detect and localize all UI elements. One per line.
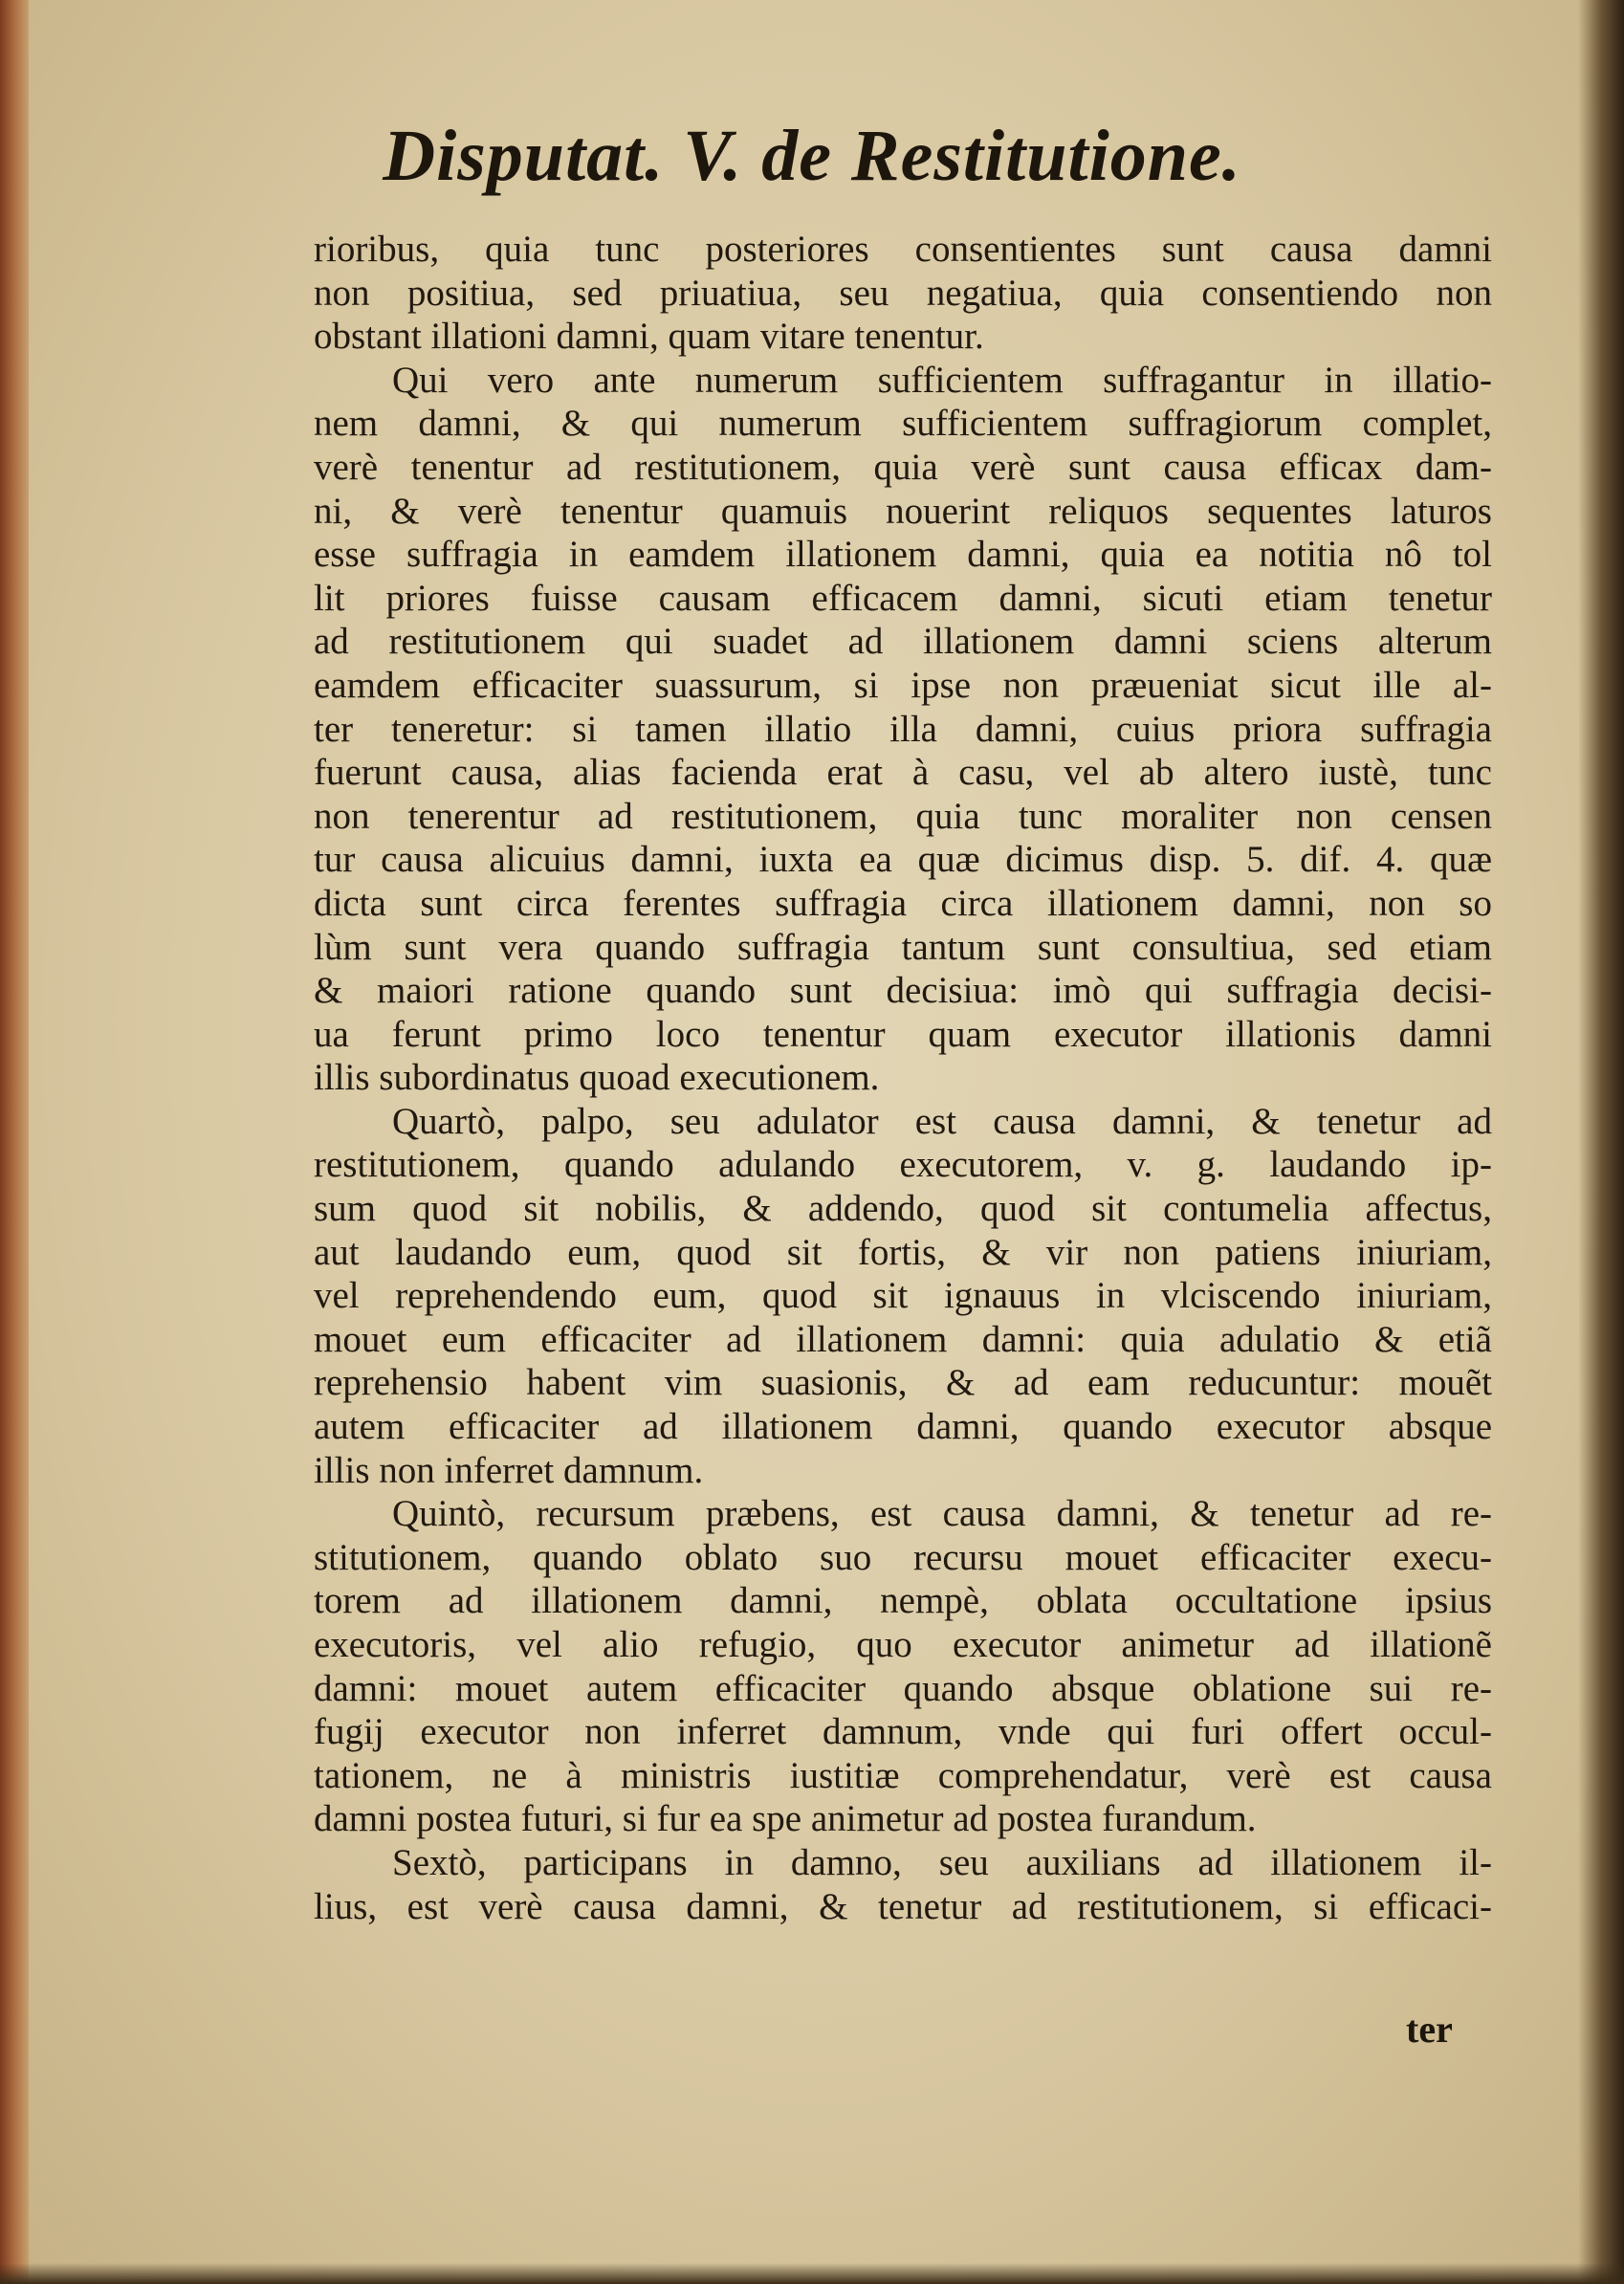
bottom-edge-shadow xyxy=(0,2263,1624,2284)
text-line: autem efficaciter ad illationem damni, quando executor absque xyxy=(314,1406,1492,1448)
text-line: obstant illationi damni, quam vitare tenentur. xyxy=(314,316,984,358)
text-line: vel reprehendendo eum, quod sit ignauus in vlciscendo iniuriam, xyxy=(314,1275,1492,1317)
text-line: Quartò, palpo, seu adulator est causa damni, & tenetur ad xyxy=(392,1100,1492,1142)
text-line: executoris, vel alio refugio, quo executor animetur ad illationẽ xyxy=(314,1624,1492,1665)
body-text xyxy=(314,228,1492,1928)
text-line: Qui vero ante numerum sufficientem suffragantur in illatio- xyxy=(392,359,1492,401)
text-line: dicta sunt circa ferentes suffragia circa illationem damni, non so xyxy=(314,882,1492,924)
text-line: damni: mouet autem efficaciter quando absque oblatione sui re- xyxy=(314,1667,1492,1709)
text-line: verè tenentur ad restitutionem, quia verè sunt causa efficax dam- xyxy=(314,446,1492,488)
text-line: non tenerentur ad restitutionem, quia tunc moraliter non censen xyxy=(314,795,1492,837)
text-line: restitutionem, quando adulando executorem, v. g. laudando ip- xyxy=(314,1144,1492,1186)
text-line: Quintò, recursum præbens, est causa damni, & tenetur ad re- xyxy=(392,1493,1492,1535)
text-line: nem damni, & qui numerum sufficientem suffragiorum complet, xyxy=(314,403,1492,445)
text-line: tationem, ne à ministris iustitiæ comprehendatur, verè est causa xyxy=(314,1754,1492,1796)
text-line: lius, est verè causa damni, & tenetur ad restitutionem, si efficaci- xyxy=(314,1885,1492,1927)
text-line: illis subordinatus quoad executionem. xyxy=(314,1057,880,1099)
catchword: ter xyxy=(1406,2008,1453,2051)
text-line: mouet eum efficaciter ad illationem damni: quia adulatio & etiã xyxy=(314,1318,1492,1360)
binding-edge xyxy=(0,0,29,2284)
text-line: ni, & verè tenentur quamuis nouerint reliquos sequentes laturos xyxy=(314,490,1492,532)
text-line: fugij executor non inferret damnum, vnde qui furi offert occul- xyxy=(314,1711,1492,1753)
text-line: non positiua, sed priuatiua, seu negatiua, quia consentiendo non xyxy=(314,272,1492,314)
text-line: ua ferunt primo loco tenentur quam executor illationis damni xyxy=(314,1013,1492,1055)
text-line: Sextò, participans in damno, seu auxilians ad illationem il- xyxy=(392,1841,1492,1883)
text-line: rioribus, quia tunc posteriores consentientes sunt causa damni xyxy=(314,229,1492,270)
text-line: tur causa alicuius damni, iuxta ea quæ dicimus disp. 5. dif. 4. quæ xyxy=(314,839,1492,881)
text-line: ter teneretur: si tamen illatio illa damni, cuius priora suffragia xyxy=(314,708,1492,750)
page-edge-shadow xyxy=(1578,0,1624,2284)
text-line: lùm sunt vera quando suffragia tantum sunt consultiua, sed etiam xyxy=(314,926,1492,968)
text-line: & maiori ratione quando sunt decisiua: imò qui suffragia decisi- xyxy=(314,970,1492,1012)
text-line: fuerunt causa, alias facienda erat à casu, vel ab altero iustè, tunc xyxy=(314,752,1492,794)
text-line: stitutionem, quando oblato suo recursu mouet efficaciter execu- xyxy=(314,1536,1492,1578)
text-line: reprehensio habent vim suasionis, & ad eam reducuntur: mouẽt xyxy=(314,1362,1492,1404)
text-line: eamdem efficaciter suassurum, si ipse non præueniat sicut ille al- xyxy=(314,664,1492,706)
text-line: sum quod sit nobilis, & addendo, quod sit contumelia affectus, xyxy=(314,1188,1492,1230)
text-line: esse suffragia in eamdem illationem damni, quia ea notitia nô tol xyxy=(314,534,1492,576)
text-line: illis non inferret damnum. xyxy=(314,1449,704,1491)
text-line: ad restitutionem qui suadet ad illationem damni sciens alterum xyxy=(314,621,1492,663)
text-line: aut laudando eum, quod sit fortis, & vir non patiens iniuriam, xyxy=(314,1231,1492,1273)
text-line: damni postea futuri, si fur ea spe animetur ad postea furandum. xyxy=(314,1798,1257,1840)
text-line: lit priores fuisse causam efficacem damni, sicuti etiam tenetur xyxy=(314,577,1492,619)
running-header: Disputat. V. de Restitutione. xyxy=(383,116,1241,196)
text-line: torem ad illationem damni, nempè, oblata occultatione ipsius xyxy=(314,1580,1492,1622)
